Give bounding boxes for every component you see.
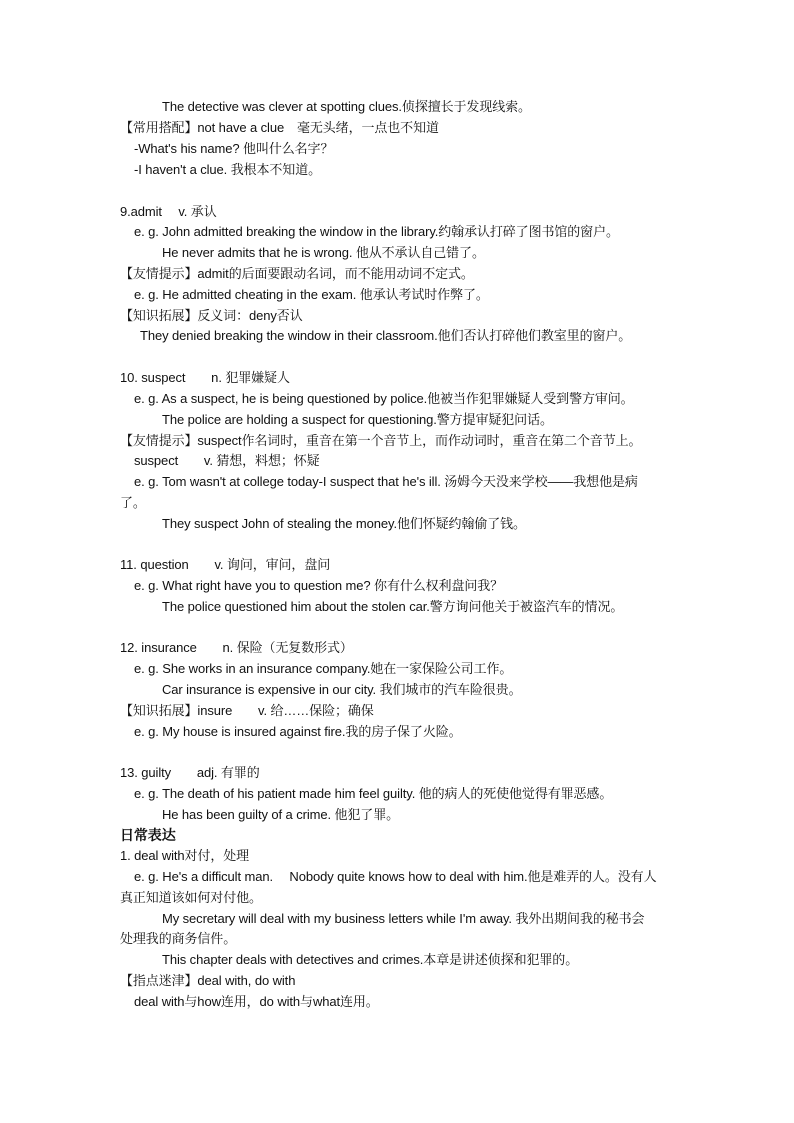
text-line: They denied breaking the window in their classroom.他们否认打碎他们教室里的窗户。	[140, 328, 632, 343]
text-line: suspect v. 猜想，料想；怀疑	[134, 453, 320, 468]
text-line: 【指点迷津】deal with, do with	[120, 973, 296, 988]
entry-heading: 12. insurance n. 保险（无复数形式）	[120, 640, 353, 655]
text-line: e. g. What right have you to question me? 你有什么权利盘问我？	[134, 578, 504, 593]
text-line: deal with与how连用，do with与what连用。	[134, 994, 379, 1009]
entry-heading: 11. question v. 询问，审问，盘问	[120, 557, 331, 572]
text-line: e. g. As a suspect, he is being questioned by police.他被当作犯罪嫌疑人受到警方审问。	[134, 391, 634, 406]
entry-heading: 10. suspect n. 犯罪嫌疑人	[120, 370, 290, 385]
text-line: e. g. He's a difficult man. Nobody quite knows how to deal with him.他是难弄的人。没有人	[134, 869, 657, 884]
text-line: This chapter deals with detectives and crimes.本章是讲述侦探和犯罪的。	[162, 952, 579, 967]
text-line: e. g. She works in an insurance company.她在一家保险公司工作。	[134, 661, 513, 676]
text-line: 处理我的商务信件。	[120, 931, 237, 946]
text-line: My secretary will deal with my business letters while I'm away. 我外出期间我的秘书会	[162, 911, 645, 926]
text-line: He never admits that he is wrong. 他从不承认自己错了。	[162, 245, 485, 260]
text-line: They suspect John of stealing the money.他们怀疑约翰偷了钱。	[162, 516, 526, 531]
text-line: e. g. The death of his patient made him feel guilty. 他的病人的死使他觉得有罪恶感。	[134, 786, 613, 801]
text-line: The police are holding a suspect for questioning.警方提审疑犯问话。	[162, 412, 553, 427]
text-line: 【知识拓展】insure v. 给……保险；确保	[120, 703, 374, 718]
entry-heading: 13. guilty adj. 有罪的	[120, 765, 260, 780]
text-line: 【知识拓展】反义词：deny否认	[120, 308, 303, 323]
text-line: The detective was clever at spotting clues.侦探擅长于发现线索。	[162, 99, 531, 114]
text-line: -What's his name? 他叫什么名字？	[134, 141, 334, 156]
text-line: e. g. He admitted cheating in the exam. 他承认考试时作弊了。	[134, 287, 489, 302]
text-line: Car insurance is expensive in our city. 我们城市的汽车险很贵。	[162, 682, 522, 697]
section-heading: 日常表达	[120, 827, 176, 843]
text-line: e. g. Tom wasn't at college today-I suspect that he's ill. 汤姆今天没来学校——我想他是病	[134, 474, 638, 489]
text-line: 【常用搭配】not have a clue 毫无头绪，一点也不知道	[120, 120, 439, 135]
text-line: 真正知道该如何对付他。	[120, 890, 262, 905]
entry-heading: 1. deal with对付，处理	[120, 848, 250, 863]
text-line: 【友情提示】suspect作名词时，重音在第一个音节上，而作动词时，重音在第二个音节上。	[120, 433, 642, 448]
text-line: He has been guilty of a crime. 他犯了罪。	[162, 807, 399, 822]
text-line: The police questioned him about the stolen car.警方询问他关于被盗汽车的情况。	[162, 599, 624, 614]
text-line: e. g. John admitted breaking the window in the library.约翰承认打碎了图书馆的窗户。	[134, 224, 619, 239]
text-line: e. g. My house is insured against fire.我的房子保了火险。	[134, 724, 462, 739]
entry-heading: 9.admit v. 承认	[120, 204, 217, 219]
text-line: 【友情提示】admit的后面要跟动名词，而不能用动词不定式。	[120, 266, 474, 281]
text-line: 了。	[120, 495, 146, 510]
text-line: -I haven't a clue. 我根本不知道。	[134, 162, 321, 177]
